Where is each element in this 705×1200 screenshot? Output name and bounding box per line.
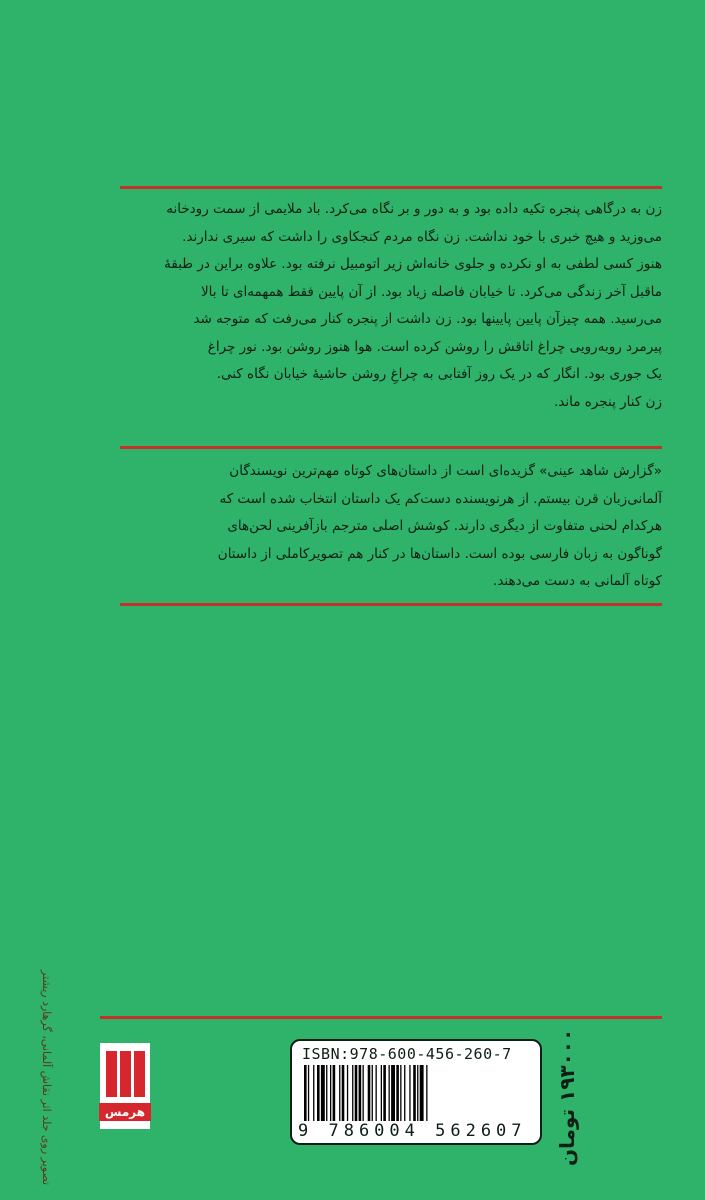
barcode-digits: 9 786004 562607 bbox=[298, 1121, 527, 1141]
isbn-label: ISBN:978-600-456-260-7 bbox=[302, 1045, 512, 1063]
book-stack-icon bbox=[106, 1051, 145, 1097]
price-label: ۱۹۳۰۰۰ تومان bbox=[555, 1028, 579, 1166]
publisher-logo bbox=[100, 1043, 150, 1129]
excerpt-line: می‌وزید و هیچ خبری با خود نداشت. زن نگاه مردم کنجکاوی را داشت که سیری ندارند. bbox=[182, 228, 662, 245]
description-paragraph bbox=[122, 458, 662, 596]
excerpt-line: زن به درگاهی پنجره تکیه داده بود و به دور و بر نگاه می‌کرد. باد ملایمی از سمت رودخانه bbox=[166, 201, 662, 217]
cover-credit: تصویر روی جلد اثر نقاش آلمانی، گرهارد ریشتر bbox=[40, 969, 53, 1185]
barcode-icon bbox=[304, 1065, 532, 1121]
excerpt-line: یک جوری بود. انگار که در یک روز آفتابی به چراغِ روشن حاشیهٔ خیابان نگاه کنی. bbox=[216, 366, 662, 382]
excerpt-line: زن کنار پنجره ماند. bbox=[554, 393, 662, 410]
top-rule bbox=[120, 186, 662, 189]
footer-rule bbox=[100, 1016, 662, 1019]
description-line: «گزارش شاهد عینی» گزیده‌ای است از داستان‌های کوتاه مهم‌ترین نویسندگان bbox=[229, 463, 662, 479]
excerpt-line: ماقبل آخر زندگی می‌کرد. تا خیابان فاصله زیاد بود. از آن پایین فقط همهمه‌ای تا بالا bbox=[200, 283, 662, 300]
excerpt-line: هنوز کسی لطفی به او نکرده و جلوی خانه‌اش زیر اتومبیل نرفته بود. علاوه براین در طبقهٔ bbox=[164, 256, 662, 272]
bottom-rule bbox=[120, 603, 662, 606]
description-line: هرکدام لحنی متفاوت از دیگری دارند. کوشش اصلی مترجم بازآفرینی لحن‌های bbox=[227, 518, 662, 534]
publisher-name: هرمس bbox=[99, 1103, 151, 1121]
description-line: کوتاه آلمانی به دست می‌دهند. bbox=[493, 573, 662, 589]
description-line: گوناگون به زبان فارسی بوده است. داستان‌ها در کنار هم تصویرکاملی از داستان bbox=[217, 545, 662, 562]
description-line: آلمانی‌زبان قرن بیستم. از هرنویسنده دست‌کم یک داستان انتخاب شده است که bbox=[219, 490, 662, 507]
excerpt-line: پیرمرد روبه‌رویی چراغ اتاقش را روشن کرده است. هوا هنوز روشن بود. نور چراغ bbox=[207, 338, 662, 355]
excerpt-line: می‌رسید. همه چیزآن پایین پایینها بود. زن داشت از پنجره کنار می‌رفت که متوجه شد bbox=[193, 311, 662, 327]
excerpt-paragraph bbox=[122, 196, 662, 416]
middle-rule bbox=[120, 446, 662, 449]
isbn-barcode-box bbox=[290, 1039, 542, 1145]
